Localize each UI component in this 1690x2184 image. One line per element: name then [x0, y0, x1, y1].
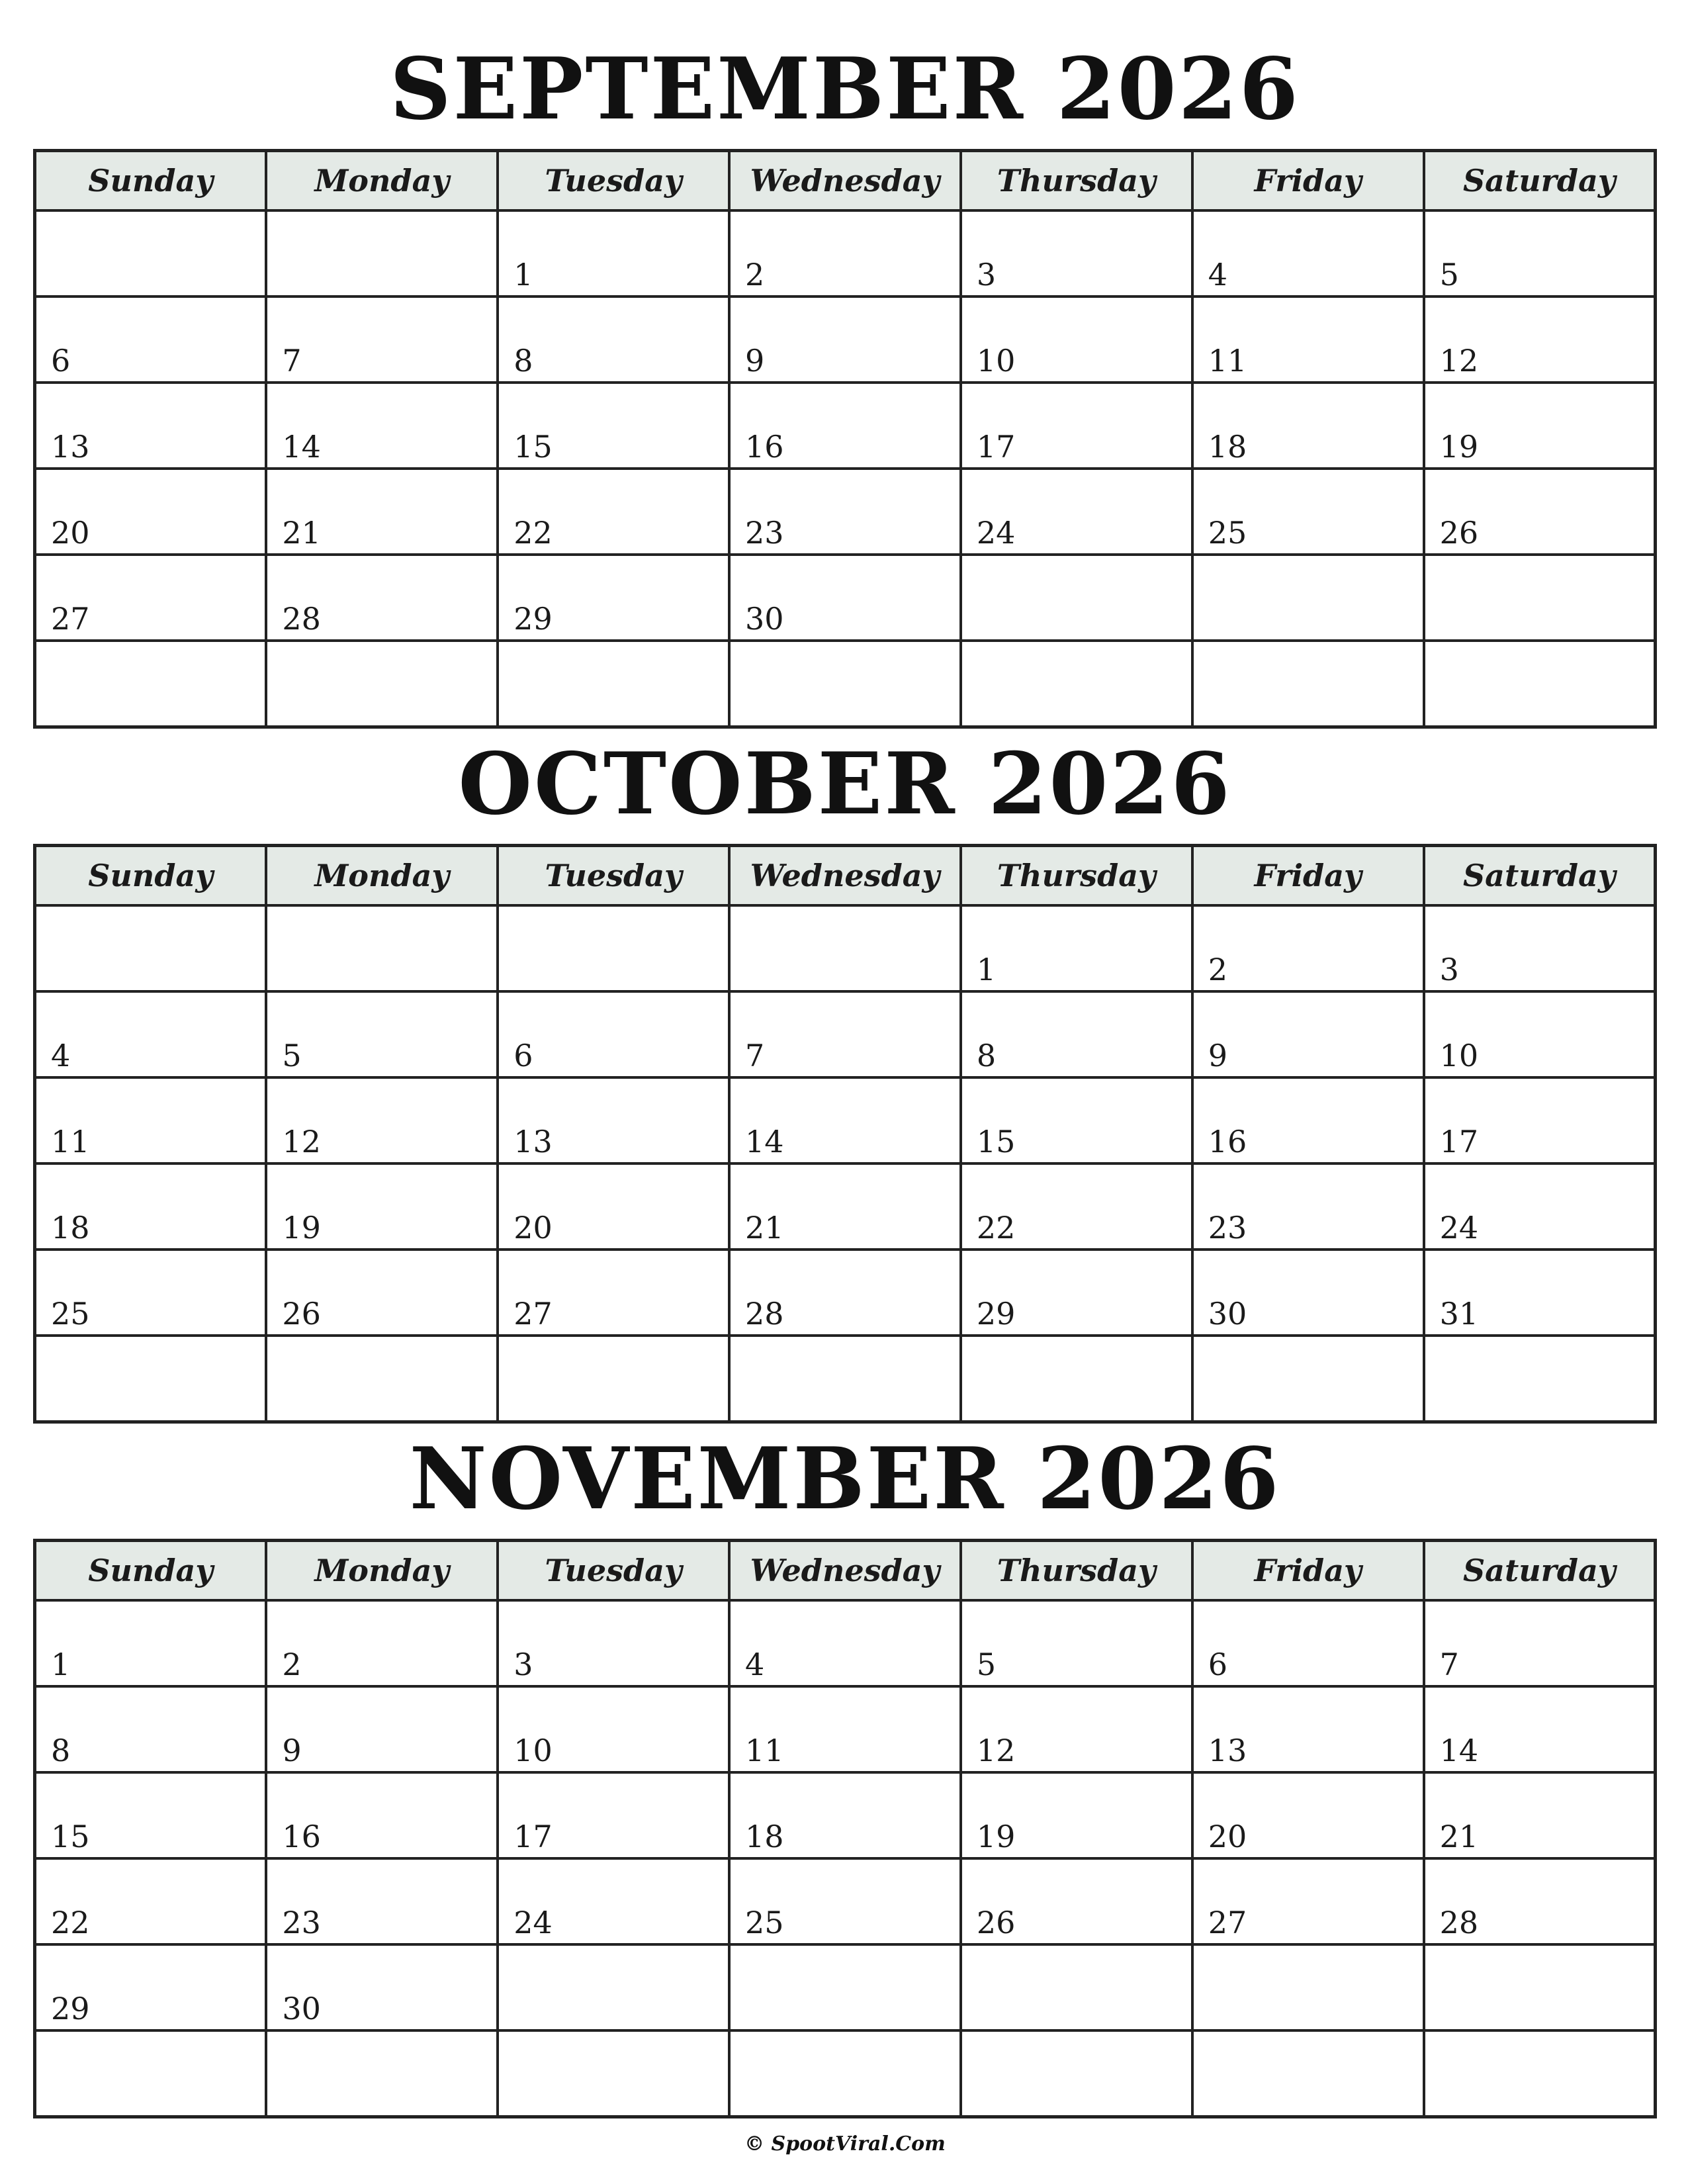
day-cell	[1424, 1250, 1656, 1336]
day-cell	[961, 1858, 1192, 1944]
day-cell	[961, 383, 1192, 469]
day-cell	[961, 1250, 1192, 1336]
day-cell	[961, 905, 1192, 991]
day-cell	[961, 210, 1192, 296]
day-cell	[498, 1772, 729, 1858]
day-number: 12	[1439, 343, 1479, 379]
day-cell	[498, 296, 729, 383]
week-row	[35, 1858, 1656, 1944]
month-block	[33, 0, 1657, 695]
day-cell	[961, 991, 1192, 1077]
weekday-header: Tuesday	[498, 1541, 729, 1601]
day-cell	[1192, 469, 1424, 555]
day-cell	[1192, 1944, 1424, 2030]
week-row	[35, 1686, 1656, 1772]
day-cell	[1424, 991, 1656, 1077]
day-cell	[1192, 2030, 1424, 2117]
day-number: 9	[282, 1733, 302, 1768]
day-number: 22	[51, 1905, 90, 1940]
day-cell	[498, 2030, 729, 2117]
day-cell	[266, 383, 498, 469]
day-cell	[266, 1772, 498, 1858]
day-cell	[1424, 296, 1656, 383]
day-cell	[266, 1077, 498, 1163]
week-row	[35, 1163, 1656, 1250]
weekday-header: Monday	[266, 846, 498, 906]
day-cell	[266, 905, 498, 991]
day-number: 14	[1439, 1733, 1479, 1768]
day-cell	[1424, 1686, 1656, 1772]
weekday-header: Tuesday	[498, 151, 729, 211]
day-number: 26	[976, 1905, 1016, 1940]
day-cell	[729, 2030, 961, 2117]
month-title: NOVEMBER 2026	[409, 1430, 1281, 1529]
day-number: 28	[1439, 1905, 1479, 1940]
day-number: 14	[282, 429, 321, 465]
day-cell	[266, 1686, 498, 1772]
day-cell	[1192, 1163, 1424, 1250]
day-number: 6	[51, 343, 71, 379]
day-cell	[1424, 1858, 1656, 1944]
day-cell	[35, 1600, 267, 1686]
day-cell	[1192, 1600, 1424, 1686]
weekday-header: Saturday	[1424, 151, 1656, 211]
day-number: 16	[282, 1819, 321, 1854]
weekday-header: Tuesday	[498, 846, 729, 906]
day-number: 5	[976, 1647, 997, 1682]
day-number: 6	[1208, 1647, 1227, 1682]
day-cell	[266, 296, 498, 383]
day-number: 24	[976, 515, 1016, 551]
day-cell	[729, 296, 961, 383]
week-row	[35, 469, 1656, 555]
day-cell	[35, 1163, 267, 1250]
footer-credit: © SpootViral.Com	[744, 2132, 946, 2156]
day-number: 20	[1208, 1819, 1247, 1854]
day-number: 29	[51, 1991, 90, 2026]
day-number: 24	[513, 1905, 553, 1940]
week-row	[35, 383, 1656, 469]
day-cell	[961, 2030, 1192, 2117]
day-number: 29	[513, 601, 553, 637]
day-cell	[729, 1772, 961, 1858]
day-number: 16	[745, 429, 784, 465]
day-cell	[729, 469, 961, 555]
day-number: 9	[1208, 1038, 1227, 1073]
day-cell	[1424, 210, 1656, 296]
day-number: 8	[51, 1733, 71, 1768]
day-cell	[961, 1686, 1192, 1772]
day-cell	[729, 1944, 961, 2030]
day-cell	[498, 1944, 729, 2030]
day-number: 2	[1208, 952, 1227, 987]
month-block	[33, 695, 1657, 1390]
day-cell	[961, 469, 1192, 555]
day-cell	[35, 555, 267, 641]
weekday-header: Sunday	[35, 151, 267, 211]
day-number: 5	[1439, 257, 1459, 293]
day-cell	[1424, 469, 1656, 555]
day-number: 4	[1208, 257, 1227, 293]
day-number: 27	[51, 601, 90, 637]
day-number: 7	[745, 1038, 765, 1073]
day-cell	[1192, 296, 1424, 383]
day-number: 22	[976, 1210, 1016, 1246]
day-number: 21	[282, 515, 321, 551]
day-cell	[961, 1600, 1192, 1686]
day-cell	[961, 1772, 1192, 1858]
day-number: 27	[1208, 1905, 1247, 1940]
day-number: 13	[513, 1124, 553, 1160]
day-number: 28	[745, 1296, 784, 1332]
day-cell	[35, 383, 267, 469]
day-cell	[266, 469, 498, 555]
day-number: 13	[1208, 1733, 1247, 1768]
day-cell	[729, 1163, 961, 1250]
day-cell	[1424, 905, 1656, 991]
day-number: 10	[513, 1733, 553, 1768]
day-number: 26	[282, 1296, 321, 1332]
day-cell	[1424, 2030, 1656, 2117]
day-number: 21	[1439, 1819, 1479, 1854]
day-cell	[498, 469, 729, 555]
day-cell	[266, 210, 498, 296]
day-cell	[498, 555, 729, 641]
day-number: 1	[513, 257, 533, 293]
day-number: 1	[51, 1647, 71, 1682]
day-cell	[35, 905, 267, 991]
day-number: 20	[513, 1210, 553, 1246]
day-number: 16	[1208, 1124, 1247, 1160]
day-number: 17	[513, 1819, 553, 1854]
day-cell	[729, 1077, 961, 1163]
day-cell	[35, 1250, 267, 1336]
day-number: 10	[1439, 1038, 1479, 1073]
day-number: 13	[51, 429, 90, 465]
day-number: 30	[745, 601, 784, 637]
day-cell	[266, 991, 498, 1077]
day-cell	[729, 555, 961, 641]
day-cell	[35, 1944, 267, 2030]
day-number: 23	[745, 515, 784, 551]
day-number: 18	[745, 1819, 784, 1854]
day-number: 30	[1208, 1296, 1247, 1332]
day-number: 3	[1439, 952, 1459, 987]
day-cell	[35, 1077, 267, 1163]
day-cell	[35, 1858, 267, 1944]
day-cell	[729, 383, 961, 469]
month-title: OCTOBER 2026	[458, 735, 1232, 834]
day-number: 21	[745, 1210, 784, 1246]
day-cell	[35, 1686, 267, 1772]
day-cell	[35, 2030, 267, 2117]
day-number: 11	[1208, 343, 1247, 379]
week-row	[35, 1250, 1656, 1336]
day-number: 17	[976, 429, 1016, 465]
weekday-header-row	[35, 1541, 1656, 1601]
weekday-header-row	[35, 846, 1656, 906]
day-number: 24	[1439, 1210, 1479, 1246]
day-number: 19	[282, 1210, 321, 1246]
weekday-header: Wednesday	[729, 846, 961, 906]
day-cell	[1192, 1858, 1424, 1944]
day-cell	[1192, 1686, 1424, 1772]
weekday-header: Friday	[1192, 846, 1424, 906]
day-cell	[1192, 383, 1424, 469]
week-row	[35, 991, 1656, 1077]
weekday-header: Sunday	[35, 1541, 267, 1601]
weekday-header: Wednesday	[729, 1541, 961, 1601]
day-number: 14	[745, 1124, 784, 1160]
day-cell	[729, 210, 961, 296]
day-number: 3	[513, 1647, 533, 1682]
calendar-grid	[33, 844, 1657, 1424]
day-cell	[1192, 1250, 1424, 1336]
calendar-grid	[33, 1539, 1657, 2118]
day-cell	[266, 1163, 498, 1250]
day-number: 2	[745, 257, 765, 293]
day-number: 29	[976, 1296, 1016, 1332]
day-number: 20	[51, 515, 90, 551]
day-cell	[266, 1858, 498, 1944]
day-cell	[498, 1250, 729, 1336]
calendar-grid	[33, 149, 1657, 729]
day-number: 15	[513, 429, 553, 465]
day-cell	[498, 383, 729, 469]
day-cell	[266, 1944, 498, 2030]
weekday-header-row	[35, 151, 1656, 211]
day-cell	[1424, 555, 1656, 641]
day-cell	[35, 991, 267, 1077]
day-number: 23	[1208, 1210, 1247, 1246]
day-cell	[1424, 1077, 1656, 1163]
day-number: 8	[513, 343, 533, 379]
day-cell	[1424, 1600, 1656, 1686]
week-row	[35, 1772, 1656, 1858]
day-number: 19	[976, 1819, 1016, 1854]
day-number: 25	[51, 1296, 90, 1332]
weekday-header: Monday	[266, 1541, 498, 1601]
day-cell	[498, 1163, 729, 1250]
day-number: 4	[51, 1038, 71, 1073]
day-cell	[498, 1686, 729, 1772]
day-number: 17	[1439, 1124, 1479, 1160]
day-cell	[729, 1858, 961, 1944]
day-cell	[266, 1250, 498, 1336]
day-number: 7	[282, 343, 302, 379]
day-number: 10	[976, 343, 1016, 379]
day-number: 19	[1439, 429, 1479, 465]
day-cell	[1192, 991, 1424, 1077]
day-cell	[1192, 1077, 1424, 1163]
day-number: 11	[51, 1124, 90, 1160]
week-row	[35, 555, 1656, 641]
weekday-header: Thursday	[961, 151, 1192, 211]
week-row	[35, 905, 1656, 991]
weekday-header: Friday	[1192, 151, 1424, 211]
day-number: 26	[1439, 515, 1479, 551]
day-cell	[1192, 555, 1424, 641]
weekday-header: Saturday	[1424, 1541, 1656, 1601]
day-number: 6	[513, 1038, 533, 1073]
day-number: 1	[976, 952, 997, 987]
day-number: 27	[513, 1296, 553, 1332]
day-number: 18	[1208, 429, 1247, 465]
week-row	[35, 2030, 1656, 2117]
day-cell	[961, 1077, 1192, 1163]
day-number: 5	[282, 1038, 302, 1073]
day-cell	[266, 2030, 498, 2117]
day-cell	[1424, 1163, 1656, 1250]
day-number: 4	[745, 1647, 765, 1682]
week-row	[35, 210, 1656, 296]
week-row	[35, 1077, 1656, 1163]
day-cell	[729, 905, 961, 991]
day-cell	[498, 991, 729, 1077]
weekday-header: Thursday	[961, 1541, 1192, 1601]
day-cell	[1424, 1772, 1656, 1858]
day-cell	[961, 555, 1192, 641]
day-number: 18	[51, 1210, 90, 1246]
day-cell	[35, 1772, 267, 1858]
day-cell	[729, 991, 961, 1077]
month-title: SEPTEMBER 2026	[390, 40, 1300, 139]
weekday-header: Friday	[1192, 1541, 1424, 1601]
day-cell	[961, 296, 1192, 383]
day-number: 23	[282, 1905, 321, 1940]
day-cell	[498, 1077, 729, 1163]
day-cell	[266, 1600, 498, 1686]
weekday-header: Thursday	[961, 846, 1192, 906]
day-number: 11	[745, 1733, 784, 1768]
day-number: 7	[1439, 1647, 1459, 1682]
week-row	[35, 1944, 1656, 2030]
weekday-header: Sunday	[35, 846, 267, 906]
day-cell	[1192, 210, 1424, 296]
day-cell	[961, 1944, 1192, 2030]
day-cell	[498, 210, 729, 296]
day-number: 9	[745, 343, 765, 379]
day-number: 12	[282, 1124, 321, 1160]
day-cell	[35, 210, 267, 296]
day-cell	[961, 1163, 1192, 1250]
day-number: 22	[513, 515, 553, 551]
day-number: 25	[745, 1905, 784, 1940]
day-number: 3	[976, 257, 997, 293]
day-number: 28	[282, 601, 321, 637]
day-number: 30	[282, 1991, 321, 2026]
day-cell	[35, 296, 267, 383]
week-row	[35, 1600, 1656, 1686]
day-cell	[729, 1250, 961, 1336]
day-cell	[729, 1600, 961, 1686]
day-number: 2	[282, 1647, 302, 1682]
day-cell	[266, 555, 498, 641]
week-row	[35, 296, 1656, 383]
day-cell	[498, 1858, 729, 1944]
day-cell	[1424, 383, 1656, 469]
day-cell	[498, 1600, 729, 1686]
day-cell	[729, 1686, 961, 1772]
day-cell	[1192, 905, 1424, 991]
weekday-header: Wednesday	[729, 151, 961, 211]
day-number: 31	[1439, 1296, 1479, 1332]
day-number: 25	[1208, 515, 1247, 551]
day-number: 12	[976, 1733, 1016, 1768]
day-cell	[498, 905, 729, 991]
weekday-header: Monday	[266, 151, 498, 211]
day-number: 15	[51, 1819, 90, 1854]
weekday-header: Saturday	[1424, 846, 1656, 906]
day-cell	[1192, 1772, 1424, 1858]
day-number: 15	[976, 1124, 1016, 1160]
month-block	[33, 1390, 1657, 2085]
day-cell	[35, 469, 267, 555]
day-number: 8	[976, 1038, 997, 1073]
day-cell	[1424, 1944, 1656, 2030]
